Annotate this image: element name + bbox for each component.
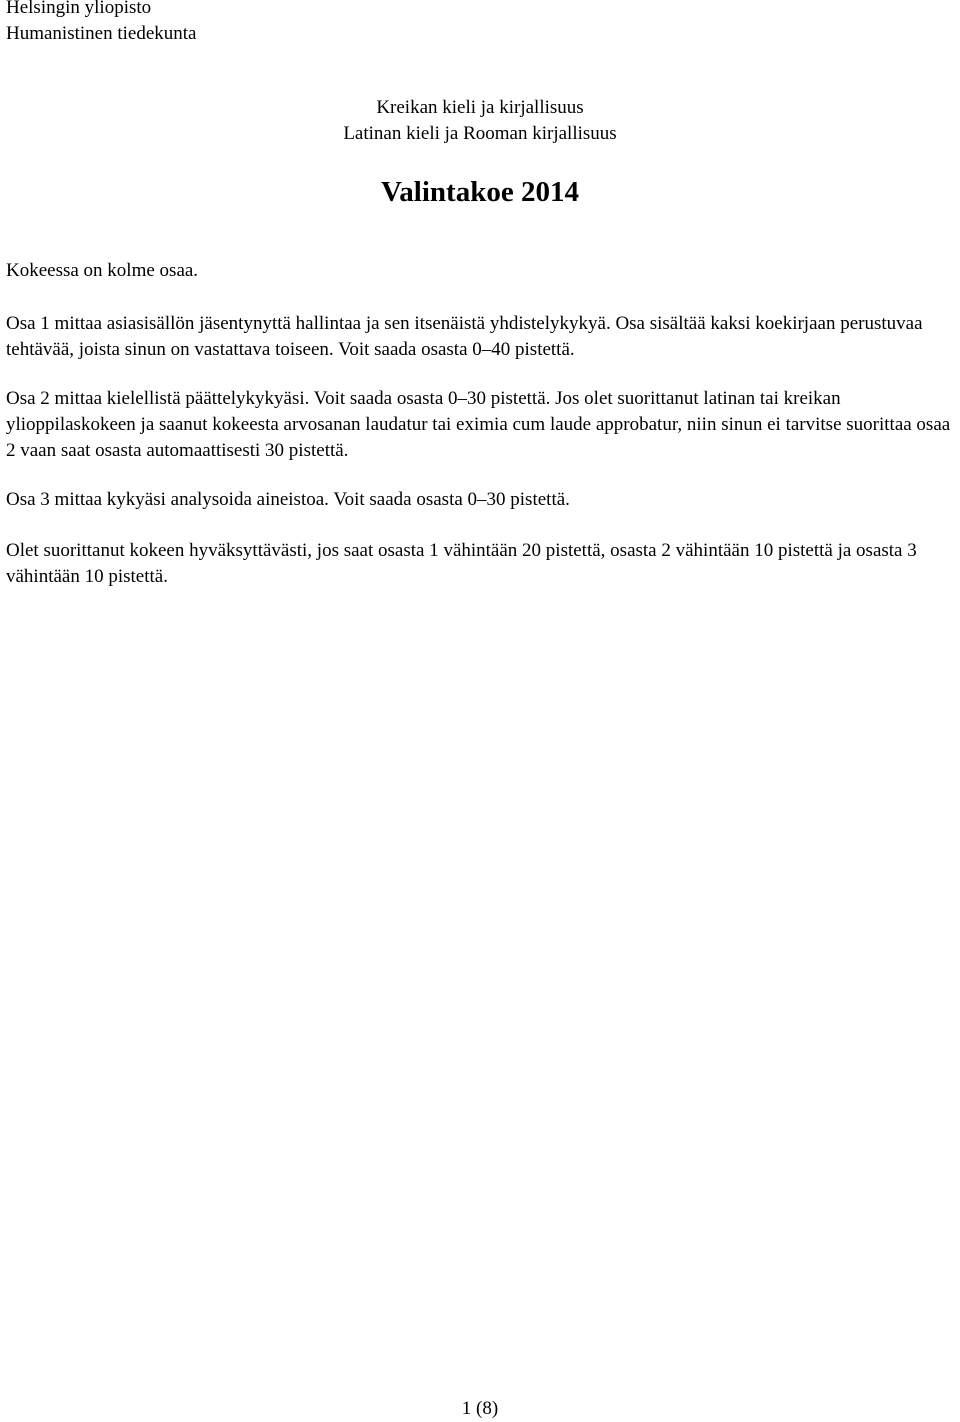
paragraph-part-3: Osa 3 mittaa kykyäsi analysoida aineistoa. Voit saada osasta 0–30 pistettä. — [6, 489, 570, 510]
subject-lines — [0, 95, 960, 147]
university-name: Helsingin yliopisto — [6, 0, 152, 18]
subject-latin: Latinan kieli ja Rooman kirjallisuus — [343, 123, 617, 144]
paragraph-part-1: Osa 1 mittaa asiasisällön jäsentynyttä hallintaa ja sen itsenäistä yhdistelykykyä. Osa sisältää kaksi koekirjaan perustuvaa tehtävää, joista sinun on vastattava toiseen. Voit saada osasta 0–40 pistettä. — [6, 313, 923, 360]
page-title: Valintakoe 2014 — [381, 176, 579, 208]
page-number: 1 (8) — [461, 1398, 499, 1419]
faculty-name: Humanistinen tiedekunta — [6, 23, 197, 44]
paragraph-part-2: Osa 2 mittaa kielellistä päättelykykyäsi. Voit saada osasta 0–30 pistettä. Jos olet suorittanut latinan tai kreikan ylioppilaskokeen ja saanut kokeesta arvosanan laudatur tai eximia cum laude approbatur, niin sinun ei tarvitse suorittaa osaa 2 vaan saat osasta automaattisesti 30 pistettä. — [6, 388, 951, 461]
subject-greek: Kreikan kieli ja kirjallisuus — [376, 97, 584, 118]
paragraph-intro: Kokeessa on kolme osaa. — [6, 260, 199, 281]
paragraph-pass-criteria: Olet suorittanut kokeen hyväksyttävästi, jos saat osasta 1 vähintään 20 pistettä, osasta 2 vähintään 10 pistettä ja osasta 3 vähintään 10 pistettä. — [6, 540, 917, 587]
institution-header — [6, 0, 606, 47]
